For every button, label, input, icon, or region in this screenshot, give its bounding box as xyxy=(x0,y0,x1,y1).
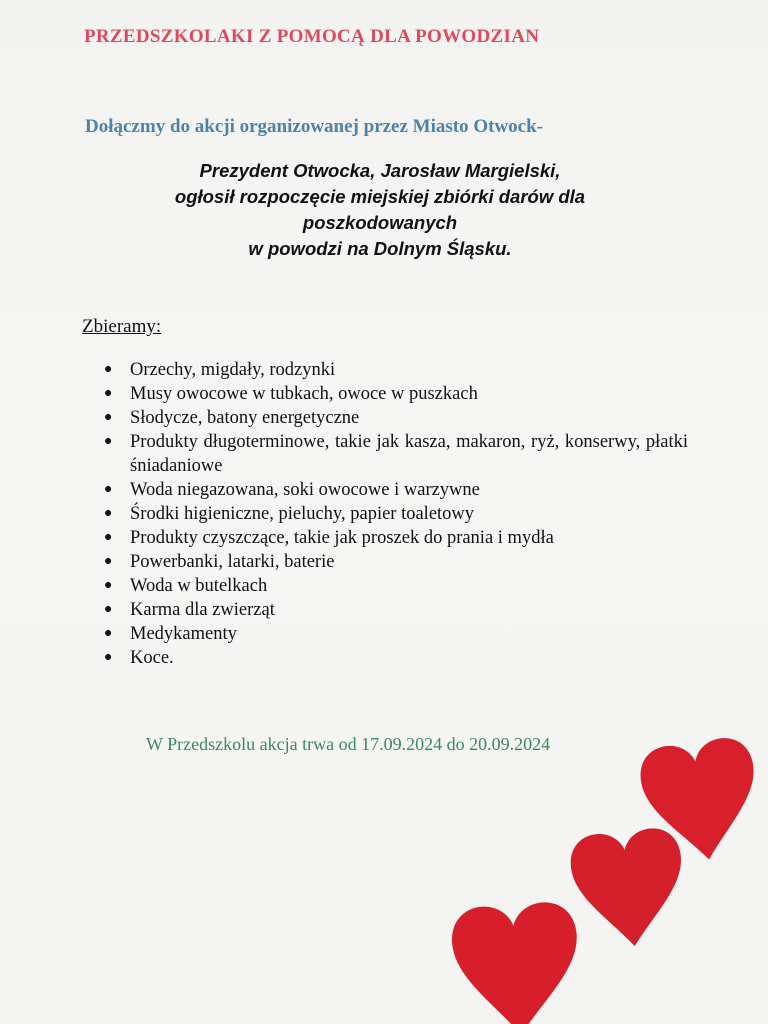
bullet-icon: ● xyxy=(104,530,113,545)
bullet-icon: ● xyxy=(104,482,113,497)
bullet-icon: ● xyxy=(104,626,113,641)
collect-label: Zbieramy: xyxy=(82,316,162,337)
heart-icon xyxy=(637,734,766,867)
list-item xyxy=(104,550,688,574)
heart-icon xyxy=(568,826,690,952)
bullet-icon: ● xyxy=(104,602,113,617)
list-item-text: Powerbanki, latarki, baterie xyxy=(130,552,335,572)
list-item-text: Karma dla zwierząt xyxy=(130,600,275,620)
list-item xyxy=(104,574,688,598)
bullet-icon: ● xyxy=(104,434,113,449)
list-item-text: Woda w butelkach xyxy=(130,576,268,596)
list-item-text: Musy owocowe w tubkach, owoce w puszkach xyxy=(130,384,478,404)
bullet-icon: ● xyxy=(104,386,113,401)
list-item xyxy=(104,406,688,430)
bullet-icon: ● xyxy=(104,650,113,665)
list-item xyxy=(104,502,688,526)
list-item-text: Orzechy, migdały, rodzynki xyxy=(130,360,336,380)
list-item-text: Słodycze, batony energetyczne xyxy=(130,408,360,428)
page-title: PRZEDSZKOLAKI Z POMOCĄ DLA POWODZIAN xyxy=(84,26,540,47)
list-item-text: Woda niegazowana, soki owocowe i warzywne xyxy=(130,480,480,500)
announcement-line: ogłosił rozpoczęcie miejskiej zbiórki darów dla xyxy=(174,186,586,207)
list-item xyxy=(104,598,688,622)
list-item-text: Produkty długoterminowe, takie jak kasza, makaron, ryż, konserwy, płatki śniadaniowe xyxy=(130,432,688,476)
list-item-text: Produkty czyszczące, takie jak proszek do prania i mydła xyxy=(130,528,554,548)
list-item xyxy=(104,646,688,670)
list-item xyxy=(104,526,688,550)
announcement-line: w powodzi na Dolnym Śląsku. xyxy=(248,238,512,259)
bullet-icon: ● xyxy=(104,554,113,569)
bullet-icon: ● xyxy=(104,362,113,377)
donation-list xyxy=(104,358,688,670)
list-item xyxy=(104,358,688,382)
announcement-line: poszkodowanych xyxy=(302,212,458,233)
bullet-icon: ● xyxy=(104,506,113,521)
list-item-text: Środki higieniczne, pieluchy, papier toaletowy xyxy=(130,504,475,524)
list-item-text: Koce. xyxy=(130,648,174,668)
list-item xyxy=(104,622,688,646)
announcement-line: Prezydent Otwocka, Jarosław Margielski, xyxy=(199,160,561,181)
bullet-icon: ● xyxy=(104,410,113,425)
list-item xyxy=(104,382,688,406)
bullet-icon: ● xyxy=(104,578,113,593)
campaign-dates: W Przedszkolu akcja trwa od 17.09.2024 do 20.09.2024 xyxy=(146,734,551,754)
heart-icon xyxy=(450,900,584,1024)
list-item xyxy=(104,478,688,502)
subtitle: Dołączmy do akcji organizowanej przez Miasto Otwock- xyxy=(85,116,544,137)
list-item-text: Medykamenty xyxy=(130,624,237,644)
announcement xyxy=(100,158,660,262)
list-item xyxy=(104,430,688,478)
